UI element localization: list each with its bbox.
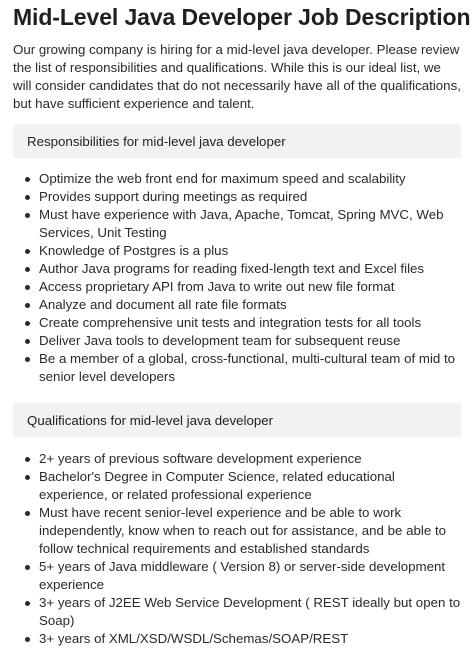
- bullet-icon: [25, 601, 30, 606]
- bullet-icon: [25, 565, 30, 570]
- list-item: Analyze and document all rate file formats: [23, 296, 461, 314]
- bullet-icon: [25, 195, 30, 200]
- list-item: Bachelor's Degree in Computer Science, related educational experience, or related professional experience: [23, 468, 461, 504]
- responsibilities-heading: Responsibilities for mid-level java developer: [27, 133, 286, 149]
- bullet-icon: [25, 177, 30, 182]
- list-item: 3+ years of XML/XSD/WSDL/Schemas/SOAP/REST: [23, 630, 461, 648]
- list-item: Create comprehensive unit tests and integration tests for all tools: [23, 314, 461, 332]
- bullet-icon: [25, 457, 30, 462]
- bullet-icon: [25, 637, 30, 642]
- bullet-icon: [25, 303, 30, 308]
- list-item: Must have experience with Java, Apache, Tomcat, Spring MVC, Web Services, Unit Testing: [23, 206, 461, 242]
- list-item: 3+ years of J2EE Web Service Development ( REST ideally but open to Soap): [23, 594, 461, 630]
- bullet-icon: [25, 213, 30, 218]
- qualifications-list: [13, 450, 461, 648]
- bullet-icon: [25, 321, 30, 326]
- bullet-icon: [25, 285, 30, 290]
- bullet-icon: [25, 339, 30, 344]
- list-item: Author Java programs for reading fixed-length text and Excel files: [23, 260, 461, 278]
- page-title: Mid-Level Java Developer Job Description: [13, 4, 471, 30]
- bullet-icon: [25, 267, 30, 272]
- list-item: Deliver Java tools to development team for subsequent reuse: [23, 332, 461, 350]
- list-item: Be a member of a global, cross-functional, multi-cultural team of mid to senior level developers: [23, 350, 461, 386]
- list-item: Knowledge of Postgres is a plus: [23, 242, 461, 260]
- bullet-icon: [25, 511, 30, 516]
- bullet-icon: [25, 249, 30, 254]
- list-item: Optimize the web front end for maximum speed and scalability: [23, 170, 461, 188]
- intro-paragraph: Our growing company is hiring for a mid-level java developer. Please review the list of responsibilities and qualifications. While this is our ideal list, we will consider candidates that do not necessarily have all of the qualifications, but have sufficient experience and talent.: [13, 42, 461, 111]
- responsibilities-header: [13, 124, 461, 158]
- list-item: 2+ years of previous software development experience: [23, 450, 461, 468]
- list-item: Provides support during meetings as required: [23, 188, 461, 206]
- list-item: 5+ years of Java middleware ( Version 8) or server-side development experience: [23, 558, 461, 594]
- qualifications-header: [13, 403, 461, 437]
- bullet-icon: [25, 357, 30, 362]
- list-item: Access proprietary API from Java to write out new file format: [23, 278, 461, 296]
- list-item: Must have recent senior-level experience and be able to work independently, know when to reach out for assistance, and be able to follow technical requirements and established standards: [23, 504, 461, 558]
- responsibilities-list: [13, 170, 461, 386]
- qualifications-heading: Qualifications for mid-level java developer: [27, 412, 274, 428]
- bullet-icon: [25, 475, 30, 480]
